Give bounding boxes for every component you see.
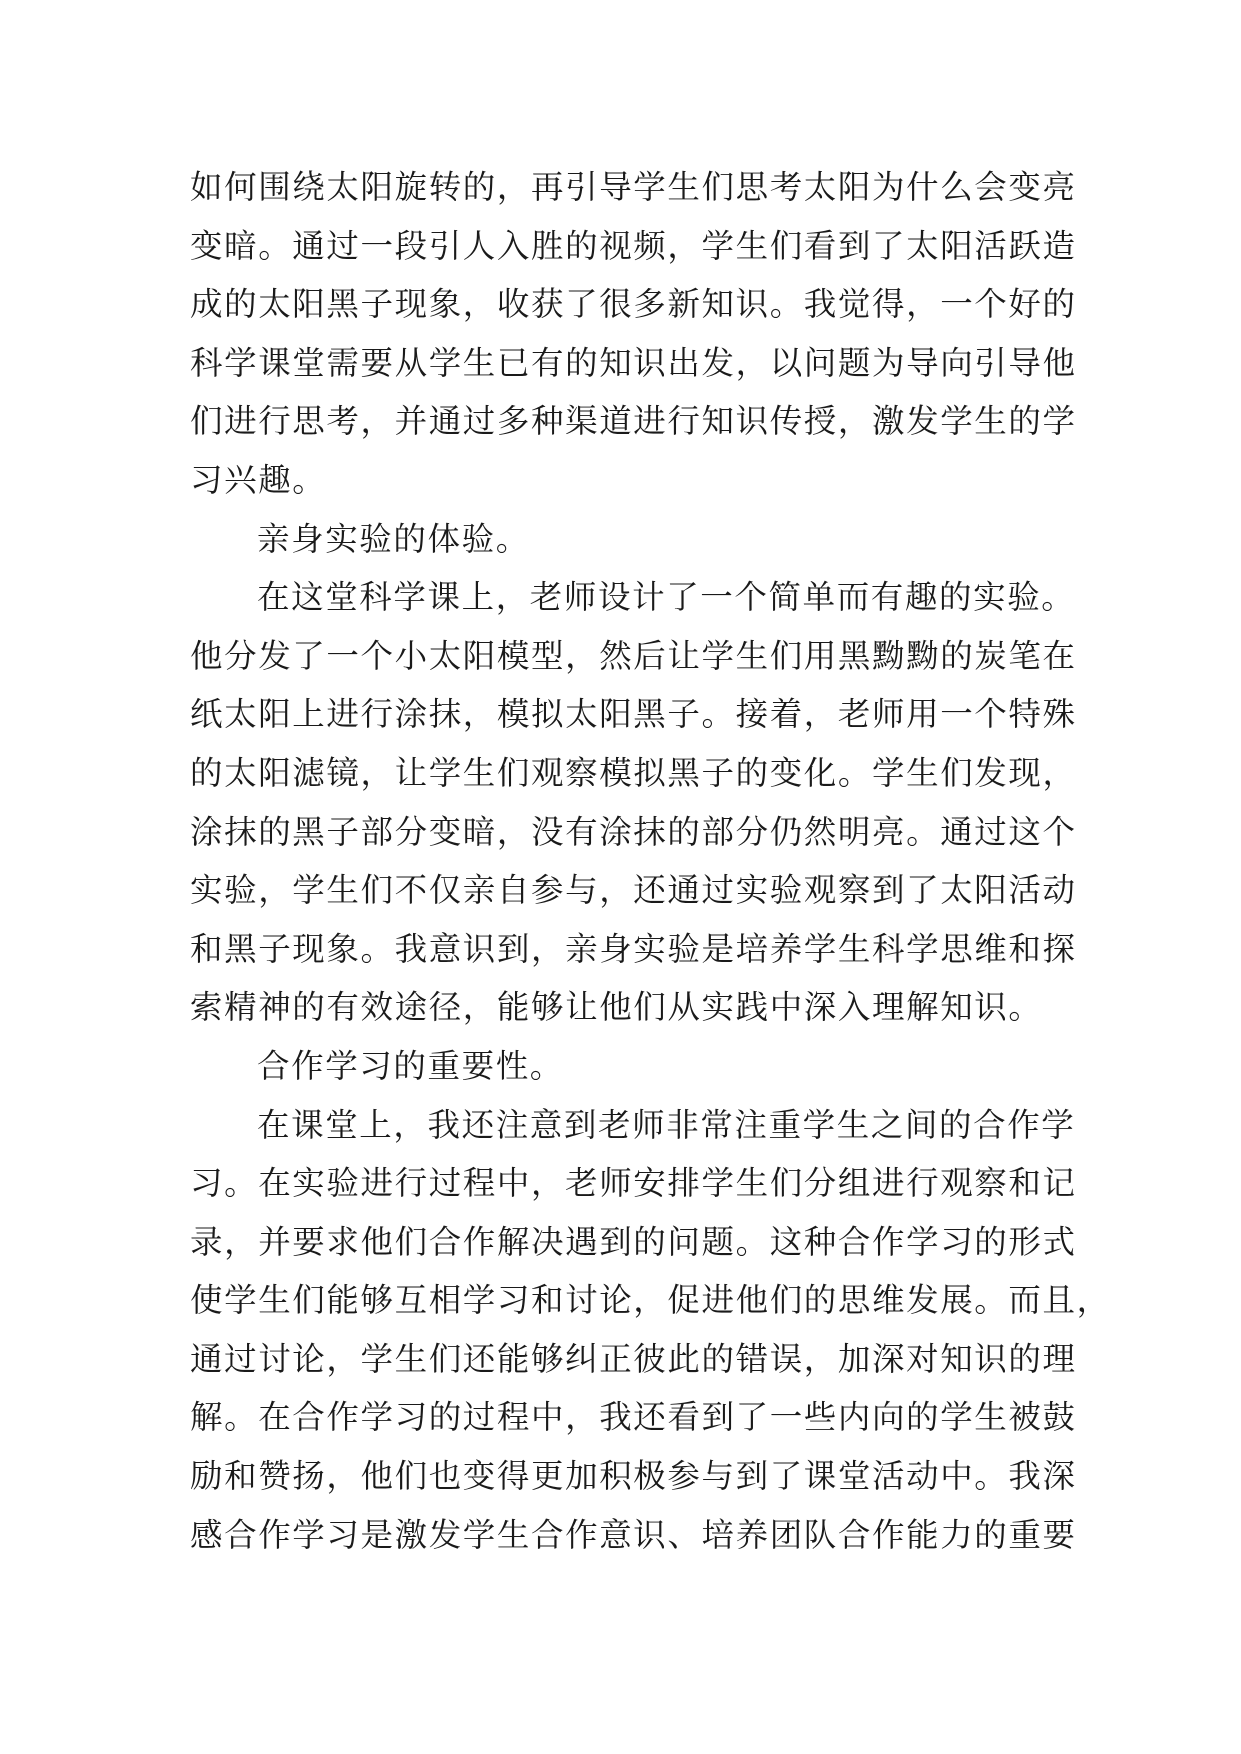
section-heading-cooperation: 合作学习的重要性。 <box>257 1046 564 1085</box>
text-line: 在这堂科学课上，老师设计了一个简单而有趣的实验。 <box>257 578 1076 617</box>
document-body <box>190 158 1111 1564</box>
text-line: 他分发了一个小太阳模型，然后让学生们用黑黝黝的炭笔在 <box>190 636 1077 675</box>
text-line: 在课堂上，我还注意到老师非常注重学生之间的合作学 <box>257 1105 1076 1144</box>
text-line: 励和赞扬，他们也变得更加积极参与到了课堂活动中。我深 <box>190 1457 1077 1496</box>
text-line: 涂抹的黑子部分变暗，没有涂抹的部分仍然明亮。通过这个 <box>190 812 1077 851</box>
text-line: 成的太阳黑子现象，收获了很多新知识。我觉得，一个好的 <box>190 285 1077 324</box>
text-line: 录，并要求他们合作解决遇到的问题。这种合作学习的形式 <box>190 1222 1077 1261</box>
text-line: 习兴趣。 <box>190 460 327 499</box>
text-line: 们进行思考，并通过多种渠道进行知识传授，激发学生的学 <box>190 402 1077 441</box>
text-line: 感合作学习是激发学生合作意识、培养团队合作能力的重要 <box>190 1515 1077 1554</box>
text-line: 的太阳滤镜，让学生们观察模拟黑子的变化。学生们发现， <box>190 753 1077 792</box>
text-line: 纸太阳上进行涂抹，模拟太阳黑子。接着，老师用一个特殊 <box>190 695 1077 734</box>
text-line: 解。在合作学习的过程中，我还看到了一些内向的学生被鼓 <box>190 1398 1077 1437</box>
text-line: 变暗。通过一段引人入胜的视频，学生们看到了太阳活跃造 <box>190 226 1077 265</box>
text-line: 科学课堂需要从学生已有的知识出发，以问题为导向引导他 <box>190 343 1077 382</box>
text-line: 习。在实验进行过程中，老师安排学生们分组进行观察和记 <box>190 1164 1077 1203</box>
text-line: 实验，学生们不仅亲自参与，还通过实验观察到了太阳活动 <box>190 871 1077 910</box>
text-line: 如何围绕太阳旋转的，再引导学生们思考太阳为什么会变亮 <box>190 168 1077 206</box>
section-heading-experiment: 亲身实验的体验。 <box>257 519 530 558</box>
text-line: 索精神的有效途径，能够让他们从实践中深入理解知识。 <box>190 988 1043 1027</box>
text-line: 和黑子现象。我意识到，亲身实验是培养学生科学思维和探 <box>190 929 1077 968</box>
text-line: 通过讨论，学生们还能够纠正彼此的错误，加深对知识的理 <box>190 1339 1077 1378</box>
text-line: 使学生们能够互相学习和讨论，促进他们的思维发展。而且， <box>190 1281 1111 1320</box>
